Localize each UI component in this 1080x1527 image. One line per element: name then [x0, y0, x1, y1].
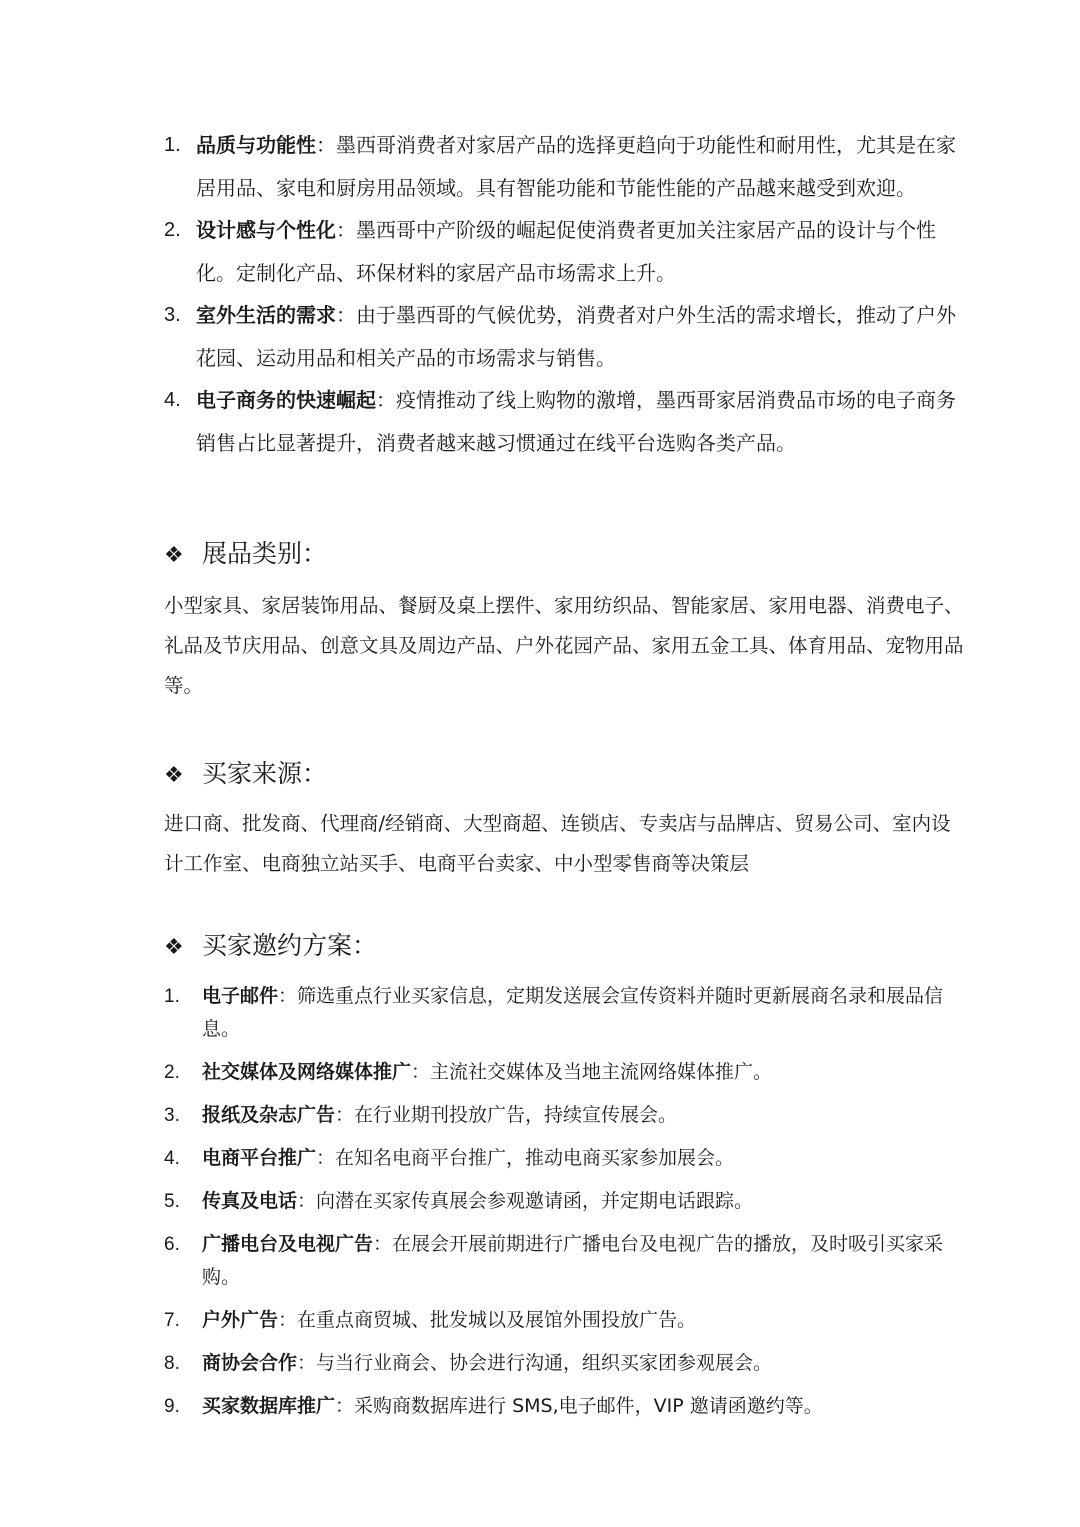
item-text: 在行业期刊投放广告，持续宣传展会。	[354, 1104, 678, 1126]
item-text: 与当行业商会、协会进行沟通，组织买家团参观展会。	[316, 1352, 773, 1374]
buyers-paragraph: 进口商、批发商、代理商/经销商、大型商超、连锁店、专卖店与品牌店、贸易公司、室内设计工作室、电商独立站买手、电商平台卖家、中小型零售商等决策层	[164, 812, 951, 875]
item-number: 1.	[164, 134, 181, 156]
invitation-item	[160, 1056, 972, 1089]
invitation-item	[160, 1304, 972, 1337]
item-separator: ：	[297, 1352, 317, 1374]
item-number: 3.	[164, 304, 181, 326]
item-text: 筛选重点行业买家信息，定期发送展会宣传资料并随时更新展商名录和展品信息。	[202, 985, 944, 1040]
item-number: 6.	[164, 1234, 180, 1255]
item-title: 买家数据库推广	[202, 1395, 336, 1417]
item-text: 在重点商贸城、批发城以及展馆外围投放广告。	[297, 1309, 697, 1331]
item-text: 墨西哥消费者对家居产品的选择更趋向于功能性和耐用性，尤其是在家居用品、家电和厨房用品领域。具有智能功能和节能性能的产品越来越受到欢迎。	[196, 133, 956, 200]
item-title: 室外生活的需求	[196, 303, 336, 327]
trend-list	[160, 124, 970, 464]
exhibits-paragraph: 小型家具、家居装饰用品、餐厨及桌上摆件、家用纺织品、智能家居、家用电器、消费电子、礼品及节庆用品、创意文具及周边产品、户外花园产品、家用五金工具、体育用品、宠物用品等。	[164, 594, 964, 697]
item-separator: ：	[336, 303, 356, 327]
item-text: 在知名电商平台推广，推动电商买家参加展会。	[335, 1147, 735, 1169]
item-text: 主流社交媒体及当地主流网络媒体推广。	[430, 1061, 773, 1083]
item-title: 商协会合作	[202, 1352, 298, 1374]
trend-item	[160, 124, 970, 209]
item-number: 8.	[164, 1353, 180, 1374]
invitation-item	[160, 1390, 972, 1423]
item-title: 电子邮件	[202, 985, 279, 1007]
section-heading-invitation	[164, 928, 377, 966]
invitation-list	[160, 980, 972, 1433]
item-number: 9.	[164, 1396, 180, 1417]
trend-item	[160, 294, 970, 379]
item-number: 2.	[164, 1062, 180, 1083]
trend-item	[160, 209, 970, 294]
item-text: 向潜在买家传真展会参观邀请函，并定期电话跟踪。	[316, 1190, 754, 1212]
item-text: 采购商数据库进行 SMS,电子邮件，VIP 邀请函邀约等。	[354, 1395, 823, 1417]
item-separator: ：	[297, 1190, 317, 1212]
item-title: 广播电台及电视广告	[202, 1233, 374, 1255]
item-number: 5.	[164, 1191, 180, 1212]
trend-item	[160, 379, 970, 464]
item-text: 墨西哥中产阶级的崛起促使消费者更加关注家居产品的设计与个性化。定制化产品、环保材料的家居产品市场需求上升。	[196, 218, 936, 285]
item-text: 在展会开展前期进行广播电台及电视广告的播放，及时吸引买家采购。	[202, 1233, 944, 1288]
invitation-item	[160, 1099, 972, 1132]
item-number: 4.	[164, 1148, 180, 1169]
item-separator: ：	[335, 1104, 355, 1126]
diamond-bullet-icon: ❖	[164, 935, 184, 960]
item-number: 2.	[164, 219, 181, 241]
item-title: 设计感与个性化	[196, 218, 336, 242]
diamond-bullet-icon: ❖	[164, 763, 184, 788]
invitation-item	[160, 980, 972, 1046]
invitation-item	[160, 1228, 972, 1294]
diamond-bullet-icon: ❖	[164, 543, 184, 568]
item-title: 社交媒体及网络媒体推广	[202, 1061, 412, 1083]
heading-text: 买家邀约方案：	[202, 931, 378, 960]
item-separator: ：	[316, 133, 336, 157]
heading-text: 买家来源：	[202, 759, 328, 788]
item-title: 户外广告	[202, 1309, 279, 1331]
invitation-item	[160, 1185, 972, 1218]
item-separator: ：	[278, 1309, 298, 1331]
section-heading-exhibits	[164, 536, 327, 574]
item-title: 品质与功能性	[196, 133, 316, 157]
invitation-item	[160, 1347, 972, 1380]
invitation-item	[160, 1142, 972, 1175]
item-title: 传真及电话	[202, 1190, 298, 1212]
item-separator: ：	[316, 1147, 336, 1169]
item-title: 报纸及杂志广告	[202, 1104, 336, 1126]
item-separator: ：	[373, 1233, 393, 1255]
item-number: 3.	[164, 1105, 180, 1126]
section-heading-buyers	[164, 756, 327, 794]
item-number: 7.	[164, 1310, 180, 1331]
item-separator: ：	[336, 218, 356, 242]
item-separator: ：	[278, 985, 298, 1007]
item-number: 1.	[164, 986, 180, 1007]
item-separator: ：	[335, 1395, 355, 1417]
item-separator: ：	[376, 388, 396, 412]
item-text: 疫情推动了线上购物的激增，墨西哥家居消费品市场的电子商务销售占比显著提升，消费者越来越习惯通过在线平台选购各类产品。	[196, 388, 956, 455]
item-separator: ：	[411, 1061, 431, 1083]
item-title: 电子商务的快速崛起	[196, 388, 376, 412]
item-title: 电商平台推广	[202, 1147, 317, 1169]
heading-text: 展品类别：	[202, 539, 328, 568]
item-number: 4.	[164, 389, 181, 411]
item-text: 由于墨西哥的气候优势，消费者对户外生活的需求增长，推动了户外花园、运动用品和相关产品的市场需求与销售。	[196, 303, 956, 370]
